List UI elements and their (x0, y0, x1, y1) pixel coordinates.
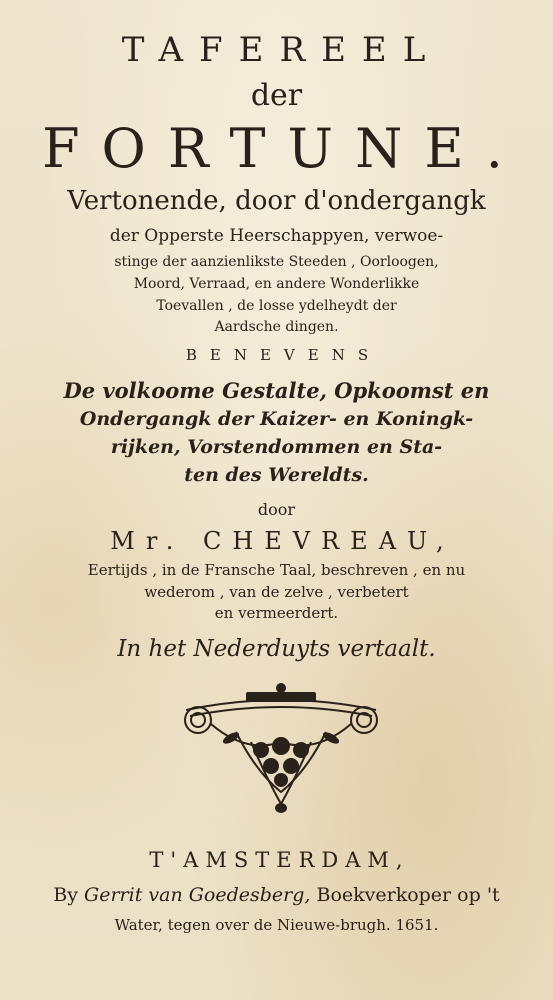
publisher-suffix: Boekverkoper op 't (310, 884, 500, 906)
imprint-publisher (0, 884, 553, 906)
publisher-prefix: By (53, 884, 85, 906)
benevens-heading: BENEVENS (185, 346, 382, 364)
author-name: Mr. CHEVREAU, (110, 527, 455, 555)
title-line-1: TAFEREEL (121, 30, 442, 70)
subtitle-line: stinge der aanzienlikste Steeden , Oorloogen, (114, 254, 439, 270)
author-desc-line: Eertijds , in de Fransche Taal, beschreven , en nu (87, 561, 466, 579)
subtitle-line: Vertonende, door d'ondergangk (67, 186, 486, 216)
subtitle-line: Aardsche dingen. (214, 319, 339, 335)
italic-line: Ondergangk der Kaizer- en Koningk- (79, 408, 474, 430)
publisher-name: Gerrit van Goedesberg, (84, 884, 311, 906)
italic-line: De volkoome Gestalte, Opkoomst en (63, 378, 490, 403)
printers-ornament-icon (176, 682, 386, 814)
title-line-3: FORTUNE. (42, 117, 525, 180)
subtitle-line: Moord, Verraad, en andere Wonderlikke (133, 276, 420, 292)
author-desc-line: en vermeerdert. (214, 604, 339, 622)
imprint-address: Water, tegen over de Nieuwe-brugh. 1651. (114, 916, 439, 934)
subtitle-line: Toevallen , de losse ydelheydt der (156, 298, 397, 314)
author-desc-line: wederom , van de zelve , verbetert (144, 583, 409, 601)
italic-line: ten des Wereldts. (184, 464, 369, 486)
subtitle-line: der Opperste Heerschappyen, verwoe- (109, 226, 444, 246)
title-line-2: der (250, 78, 303, 113)
translation-note: In het Nederduyts vertaalt. (117, 636, 436, 662)
italic-line: rijken, Vorstendommen en Sta- (110, 436, 443, 458)
imprint-city: T'AMSTERDAM, (149, 848, 410, 872)
door-label: door (257, 500, 296, 519)
